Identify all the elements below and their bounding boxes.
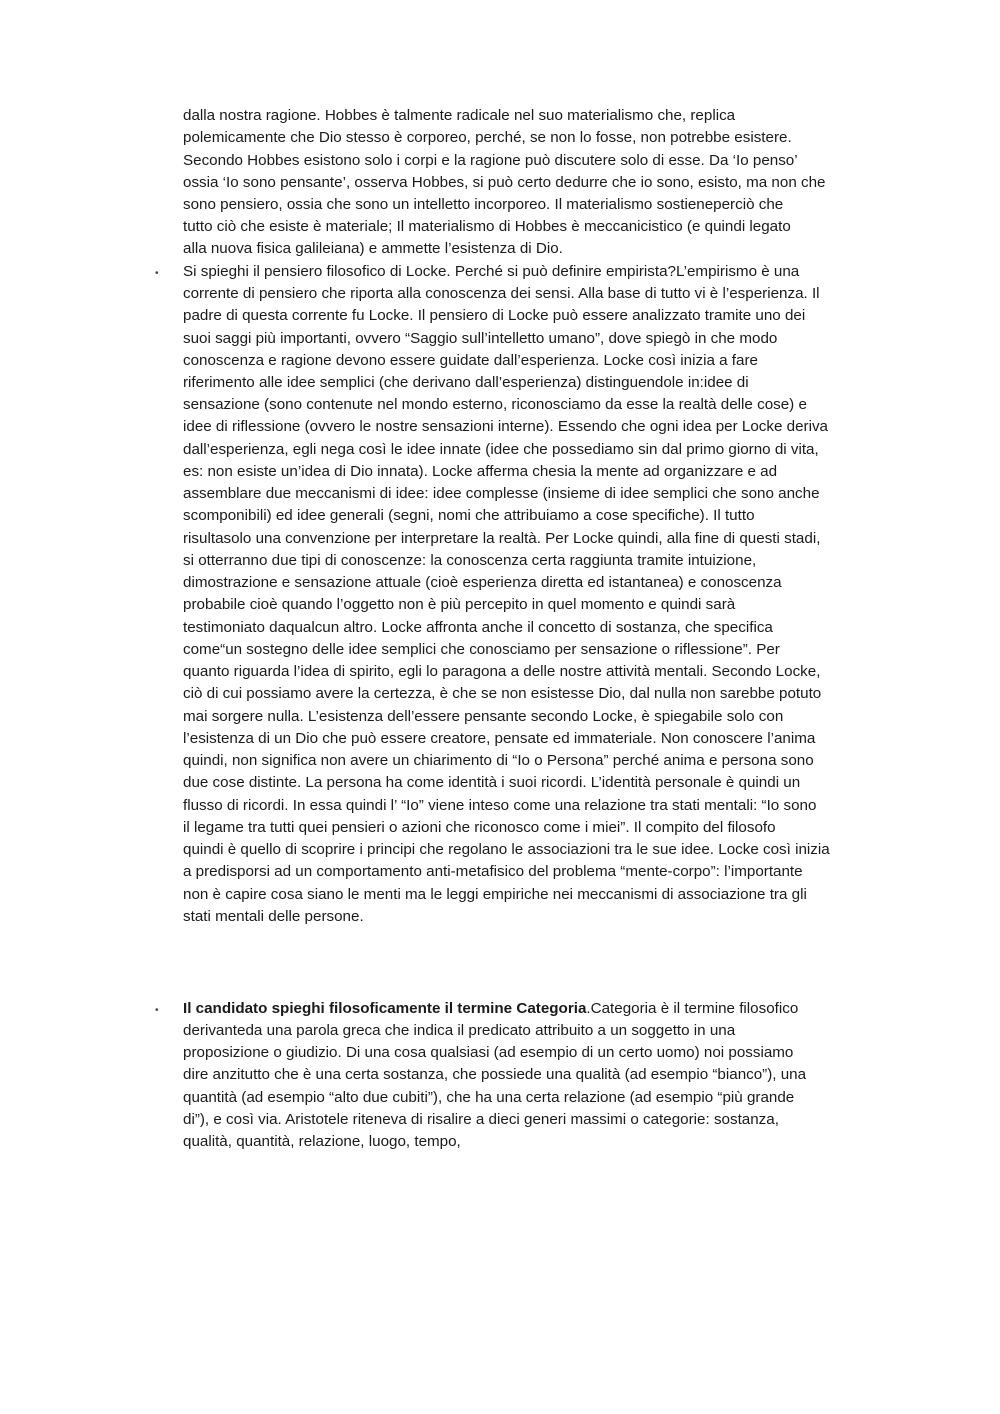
- text-line: sono pensiero, ossia che sono un intelletto incorporeo. Il materialismo sostieneperciò che: [183, 196, 784, 213]
- text-line: quindi è quello di scoprire i principi che regolano le associazioni tra le sue idee. Locke così inizia: [183, 841, 830, 858]
- text-line: Si spieghi il pensiero filosofico di Locke. Perché si può definire empirista?L’empirismo è una: [183, 263, 800, 280]
- text-line: padre di questa corrente fu Locke. Il pensiero di Locke può essere analizzato tramite uno dei: [183, 307, 806, 324]
- text-line: dire anzitutto che è una certa sostanza, che possiede una qualità (ad esempio “bianco”), una: [183, 1066, 807, 1083]
- text-line: probabile cioè quando l’oggetto non è più percepito in quel momento e quindi sarà: [183, 596, 736, 613]
- text-span: .Categoria è il termine filosofico: [586, 1000, 799, 1017]
- text-line: riferimento alle idee semplici (che derivano dall’esperienza) distinguendole in:idee di: [183, 374, 749, 391]
- text-line: l’esistenza di un Dio che può essere creatore, pensate ed immateriale. Non conoscere l’anima: [183, 730, 816, 747]
- text-line: proposizione o giudizio. Di una cosa qualsiasi (ad esempio di un certo uomo) noi possiamo: [183, 1044, 794, 1061]
- text-line: conoscenza e ragione devono essere guidate dall’esperienza. Locke così inizia a fare: [183, 352, 758, 369]
- bullet-icon: •: [155, 268, 159, 279]
- text-line: sensazione (sono contenute nel mondo esterno, riconosciamo da esse la realtà delle cose) e: [183, 396, 807, 413]
- text-line: flusso di ricordi. In essa quindi l’ “Io” viene inteso come una relazione tra stati mentali: “Io sono: [183, 797, 817, 814]
- text-line: il legame tra tutti quei pensieri o azioni che riconosco come i miei”. Il compito del filosofo: [183, 819, 776, 836]
- text-line: scomponibili) ed idee generali (segni, nomi che attribuiamo a cose specifiche). Il tutto: [183, 507, 755, 524]
- text-line: non è capire cosa siano le menti ma le leggi empiriche nei meccanismi di associazione tra gli: [183, 886, 807, 903]
- text-line: idee di riflessione (ovvero le nostre sensazioni interne). Essendo che ogni idea per Locke deriva: [183, 418, 828, 435]
- text-line: Secondo Hobbes esistono solo i corpi e la ragione può discutere solo di esse. Da ‘Io penso’: [183, 152, 798, 169]
- text-line: alla nuova fisica galileiana) e ammette l’esistenza di Dio.: [183, 240, 563, 257]
- text-line: corrente di pensiero che riporta alla conoscenza dei sensi. Alla base di tutto vi è l’esperienza. Il: [183, 285, 820, 302]
- text-line: di”), e così via. Aristotele riteneva di risalire a dieci generi massimi o categorie: sostanza,: [183, 1111, 779, 1128]
- text-line: assemblare due meccanismi di idee: idee complesse (insieme di idee semplici che sono anche: [183, 485, 820, 502]
- text-line: dalla nostra ragione. Hobbes è talmente radicale nel suo materialismo che, replica: [183, 107, 736, 124]
- text-line: due cose distinte. La persona ha come identità i suoi ricordi. L’identità personale è quindi un: [183, 774, 801, 791]
- text-line: dimostrazione e sensazione attuale (cioè esperienza diretta ed istantanea) e conoscenza: [183, 574, 782, 591]
- text-line: quantità (ad esempio “alto due cubiti”), che ha una certa relazione (ad esempio “più grande: [183, 1089, 795, 1106]
- text-line: testimoniato daqualcun altro. Locke affronta anche il concetto di sostanza, che specifica: [183, 619, 773, 636]
- text-line: ciò di cui possiamo avere la certezza, è che se non esistesse Dio, dal nulla non sarebbe potuto: [183, 685, 822, 702]
- text-line: mai sorgere nulla. L’esistenza dell’essere pensante secondo Locke, è spiegabile solo con: [183, 708, 784, 725]
- text-line: es: non esiste un’idea di Dio innata). Locke afferma chesia la mente ad organizzare e ad: [183, 463, 778, 480]
- text-line: stati mentali delle persone.: [183, 908, 364, 925]
- text-line: polemicamente che Dio stesso è corporeo, perché, se non lo fosse, non potrebbe esistere.: [183, 129, 792, 146]
- text-line: tutto ciò che esiste è materiale; Il materialismo di Hobbes è meccanicistico (e quindi legato: [183, 218, 791, 235]
- text-line: dall’esperienza, egli nega così le idee innate (idee che possediamo sin dal primo giorno di vita,: [183, 441, 819, 458]
- question-heading: Il candidato spieghi filosoficamente il termine Categoria: [183, 1000, 587, 1017]
- text-line: si otterranno due tipi di conoscenze: la conoscenza certa raggiunta tramite intuizione,: [183, 552, 757, 569]
- text-line: derivanteda una parola greca che indica il predicato attribuito a un soggetto in una: [183, 1022, 736, 1039]
- text-line: [183, 998, 798, 1020]
- text-line: quindi, non significa non avere un chiarimento di “Io o Persona” perché anima e persona sono: [183, 752, 814, 769]
- text-line: qualità, quantità, relazione, luogo, tempo,: [183, 1133, 461, 1150]
- text-line: risultasolo una convenzione per interpretare la realtà. Per Locke quindi, alla fine di questi stadi,: [183, 530, 821, 547]
- text-line: ossia ‘Io sono pensante’, osserva Hobbes, si può certo dedurre che io sono, esisto, ma non che: [183, 174, 826, 191]
- text-line: quanto riguarda l’idea di spirito, egli lo paragona a delle nostre attività mentali. Secondo Locke,: [183, 663, 821, 680]
- bullet-icon: •: [155, 1005, 159, 1016]
- text-line: suoi saggi più importanti, ovvero “Saggio sull’intelletto umano”, dove spiegò in che modo: [183, 330, 778, 347]
- text-line: come“un sostegno delle idee semplici che conosciamo per sensazione o riflessione”. Per: [183, 641, 780, 658]
- text-line: a predisporsi ad un comportamento anti-metafisico del problema “mente-corpo”: l’importante: [183, 863, 803, 880]
